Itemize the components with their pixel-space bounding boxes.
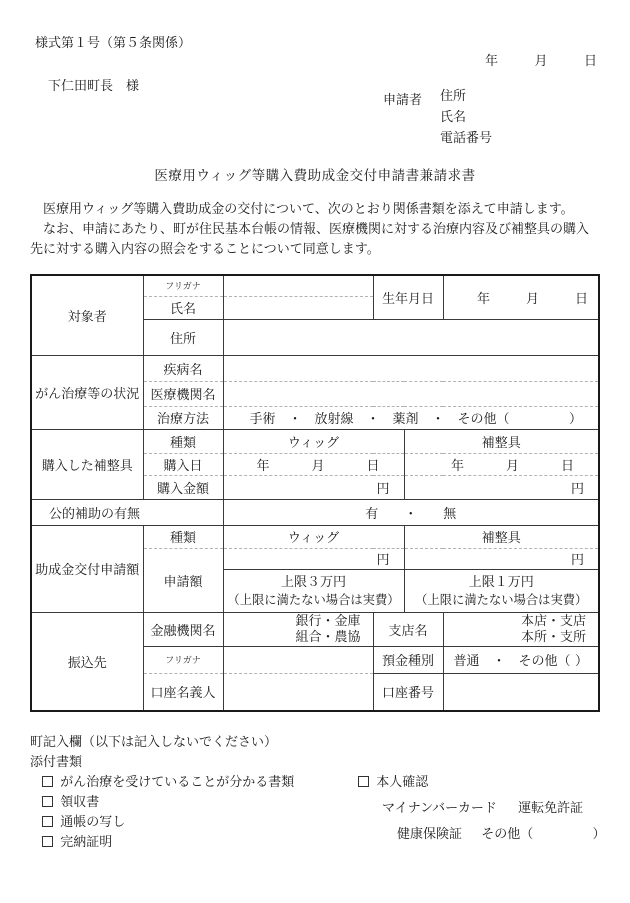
paragraph-consent: なお、申請にあたり、町が住民基本台帳の情報、医療機関に対する治療内容及び補整具の購入先に対する購入内容の照会をすることについて同意します。 (30, 221, 590, 256)
grant-amount-wig-field: 円 (223, 548, 404, 569)
bank-institution-label: 金融機関名 (143, 612, 223, 646)
day-label: 日 (366, 457, 380, 473)
medical-institution-field (223, 381, 599, 406)
grant-amount-hoseigu-field: 円 (404, 548, 599, 569)
addressee: 下仁田町長 様 (48, 78, 140, 93)
purchased-type-wig: ウィッグ (223, 429, 404, 453)
identity-check-label: 本人確認 (376, 774, 429, 789)
month-label: 月 (311, 457, 325, 473)
bank-furigana-label: フリガナ (143, 646, 223, 673)
checklist-item-label: 完納証明 (60, 834, 113, 849)
identity-license-label: 運転免許証 (518, 800, 584, 815)
grant-limit-hoseigu-note: （上限に満たない場合は実費） (415, 593, 588, 608)
bank-institution-field (223, 612, 373, 646)
grant-type-wig: ウィッグ (223, 525, 404, 548)
subject-group-label: 対象者 (31, 275, 143, 355)
checkbox-icon (42, 776, 53, 787)
checklist-item (42, 791, 294, 811)
bank-furigana-field (223, 646, 373, 673)
treatment-method-label: 治療方法 (143, 406, 223, 429)
bank-institution-option1: 銀行・金庫 (295, 613, 361, 628)
account-number-field (443, 673, 599, 711)
applicant-block (383, 89, 492, 152)
date-line (485, 50, 597, 69)
bank-group-label: 振込先 (31, 612, 143, 711)
checklist-item (42, 771, 294, 791)
subject-name-field (223, 296, 373, 319)
subject-furigana-label: フリガナ (143, 275, 223, 296)
intro-paragraphs (30, 199, 600, 259)
applicant-address-label: 住所 (440, 88, 467, 103)
grant-type-hoseigu: 補整具 (404, 525, 599, 548)
public-subsidy-label: 公的補助の有無 (31, 499, 223, 525)
grant-limit-wig-cell (223, 569, 404, 612)
paragraph-application: 医療用ウィッグ等購入費助成金の交付について、次のとおり関係書類を添えて申請します。 (30, 201, 574, 216)
bank-branch-option1: 本店・支店 (521, 613, 587, 628)
bank-branch-option2: 本所・支所 (521, 629, 587, 644)
identity-mynumber-label: マイナンバーカード (382, 800, 497, 815)
subject-name-label: 氏名 (143, 296, 223, 319)
month-label: 月 (505, 457, 519, 473)
checkbox-icon (42, 836, 53, 847)
applicant-name-label: 氏名 (440, 109, 467, 124)
purchase-date-wig-field (223, 453, 404, 475)
year-label: 年 (450, 457, 464, 473)
month-label: 月 (525, 290, 539, 306)
bank-institution-option2: 組合・農協 (295, 629, 361, 644)
applicant-phone-label: 電話番号 (440, 130, 493, 145)
disease-name-label: 疾病名 (143, 355, 223, 381)
subject-address-label: 住所 (143, 319, 223, 355)
account-holder-field (223, 673, 373, 711)
checklist-item (42, 811, 294, 831)
checkbox-icon (42, 796, 53, 807)
purchase-date-label: 購入日 (143, 453, 223, 475)
checklist-item-label: がん治療を受けていることが分かる書類 (60, 774, 295, 789)
date-year-label: 年 (485, 53, 499, 68)
account-type-close-paren: ） (575, 653, 589, 668)
subject-birthdate-field (443, 275, 599, 319)
account-type-label: 預金種別 (373, 646, 443, 673)
subject-furigana-field (223, 275, 373, 296)
treatment-method-field (223, 406, 599, 429)
grant-limit-hoseigu: 上限１万円 (468, 573, 534, 589)
identity-options-row1 (382, 797, 606, 816)
purchase-amount-label: 購入金額 (143, 475, 223, 499)
identity-check-block (358, 771, 606, 842)
checklist-item (358, 771, 606, 790)
grant-limit-hoseigu-cell (404, 569, 599, 612)
attachments-label: 添付書類 (30, 754, 83, 769)
year-label: 年 (476, 290, 490, 306)
account-type-options: 普通 ・ その他（ (453, 653, 571, 668)
date-day-label: 日 (583, 53, 597, 68)
attachments-checklist (42, 771, 294, 851)
public-subsidy-options: 有 ・ 無 (223, 499, 599, 525)
identity-insurance-label: 健康保険証 (397, 826, 463, 841)
account-holder-label: 口座名義人 (143, 673, 223, 711)
application-table (30, 274, 600, 712)
grant-type-label: 種類 (143, 525, 223, 548)
identity-other-label: その他（ (481, 826, 534, 841)
grant-amount-label: 申請額 (143, 548, 223, 612)
account-number-label: 口座番号 (373, 673, 443, 711)
applicant-label: 申請者 (383, 92, 423, 107)
disease-name-field (223, 355, 599, 381)
day-label: 日 (561, 457, 575, 473)
purchase-amount-hoseigu-field: 円 (404, 475, 599, 499)
treatment-method-close-paren: ） (569, 411, 583, 426)
purchased-type-label: 種類 (143, 429, 223, 453)
treatment-group-label: がん治療等の状況 (31, 355, 143, 429)
treatment-method-options: 手術 ・ 放射線 ・ 薬剤 ・ その他（ (249, 411, 510, 426)
purchase-amount-wig-field: 円 (223, 475, 404, 499)
form-title: 医療用ウィッグ等購入費助成金交付申請書兼請求書 (154, 168, 476, 183)
purchase-date-hoseigu-field (404, 453, 599, 475)
checklist-item-label: 領収書 (60, 794, 100, 809)
bank-branch-field (443, 612, 599, 646)
checkbox-icon (42, 816, 53, 827)
subject-address-field (223, 319, 599, 355)
identity-options-row2 (397, 823, 606, 842)
grant-limit-wig: 上限３万円 (280, 573, 346, 589)
checkbox-icon (358, 776, 369, 787)
subject-birthdate-label: 生年月日 (373, 275, 443, 319)
purchased-group-label: 購入した補整具 (31, 429, 143, 499)
medical-institution-label: 医療機関名 (143, 381, 223, 406)
bank-branch-label: 支店名 (373, 612, 443, 646)
grant-limit-wig-note: （上限に満たない場合は実費） (227, 593, 400, 608)
account-type-field (443, 646, 599, 673)
grant-group-label: 助成金交付申請額 (31, 525, 143, 612)
date-month-label: 月 (534, 53, 548, 68)
day-label: 日 (575, 290, 589, 306)
checklist-item-label: 通帳の写し (60, 814, 126, 829)
identity-other-close-paren: ） (592, 826, 606, 841)
checklist-item (42, 831, 294, 851)
year-label: 年 (256, 457, 270, 473)
purchased-type-hoseigu: 補整具 (404, 429, 599, 453)
town-entry-note: 町記入欄（以下は記入しないでください） (30, 734, 278, 749)
form-number: 様式第１号（第５条関係） (35, 35, 192, 50)
